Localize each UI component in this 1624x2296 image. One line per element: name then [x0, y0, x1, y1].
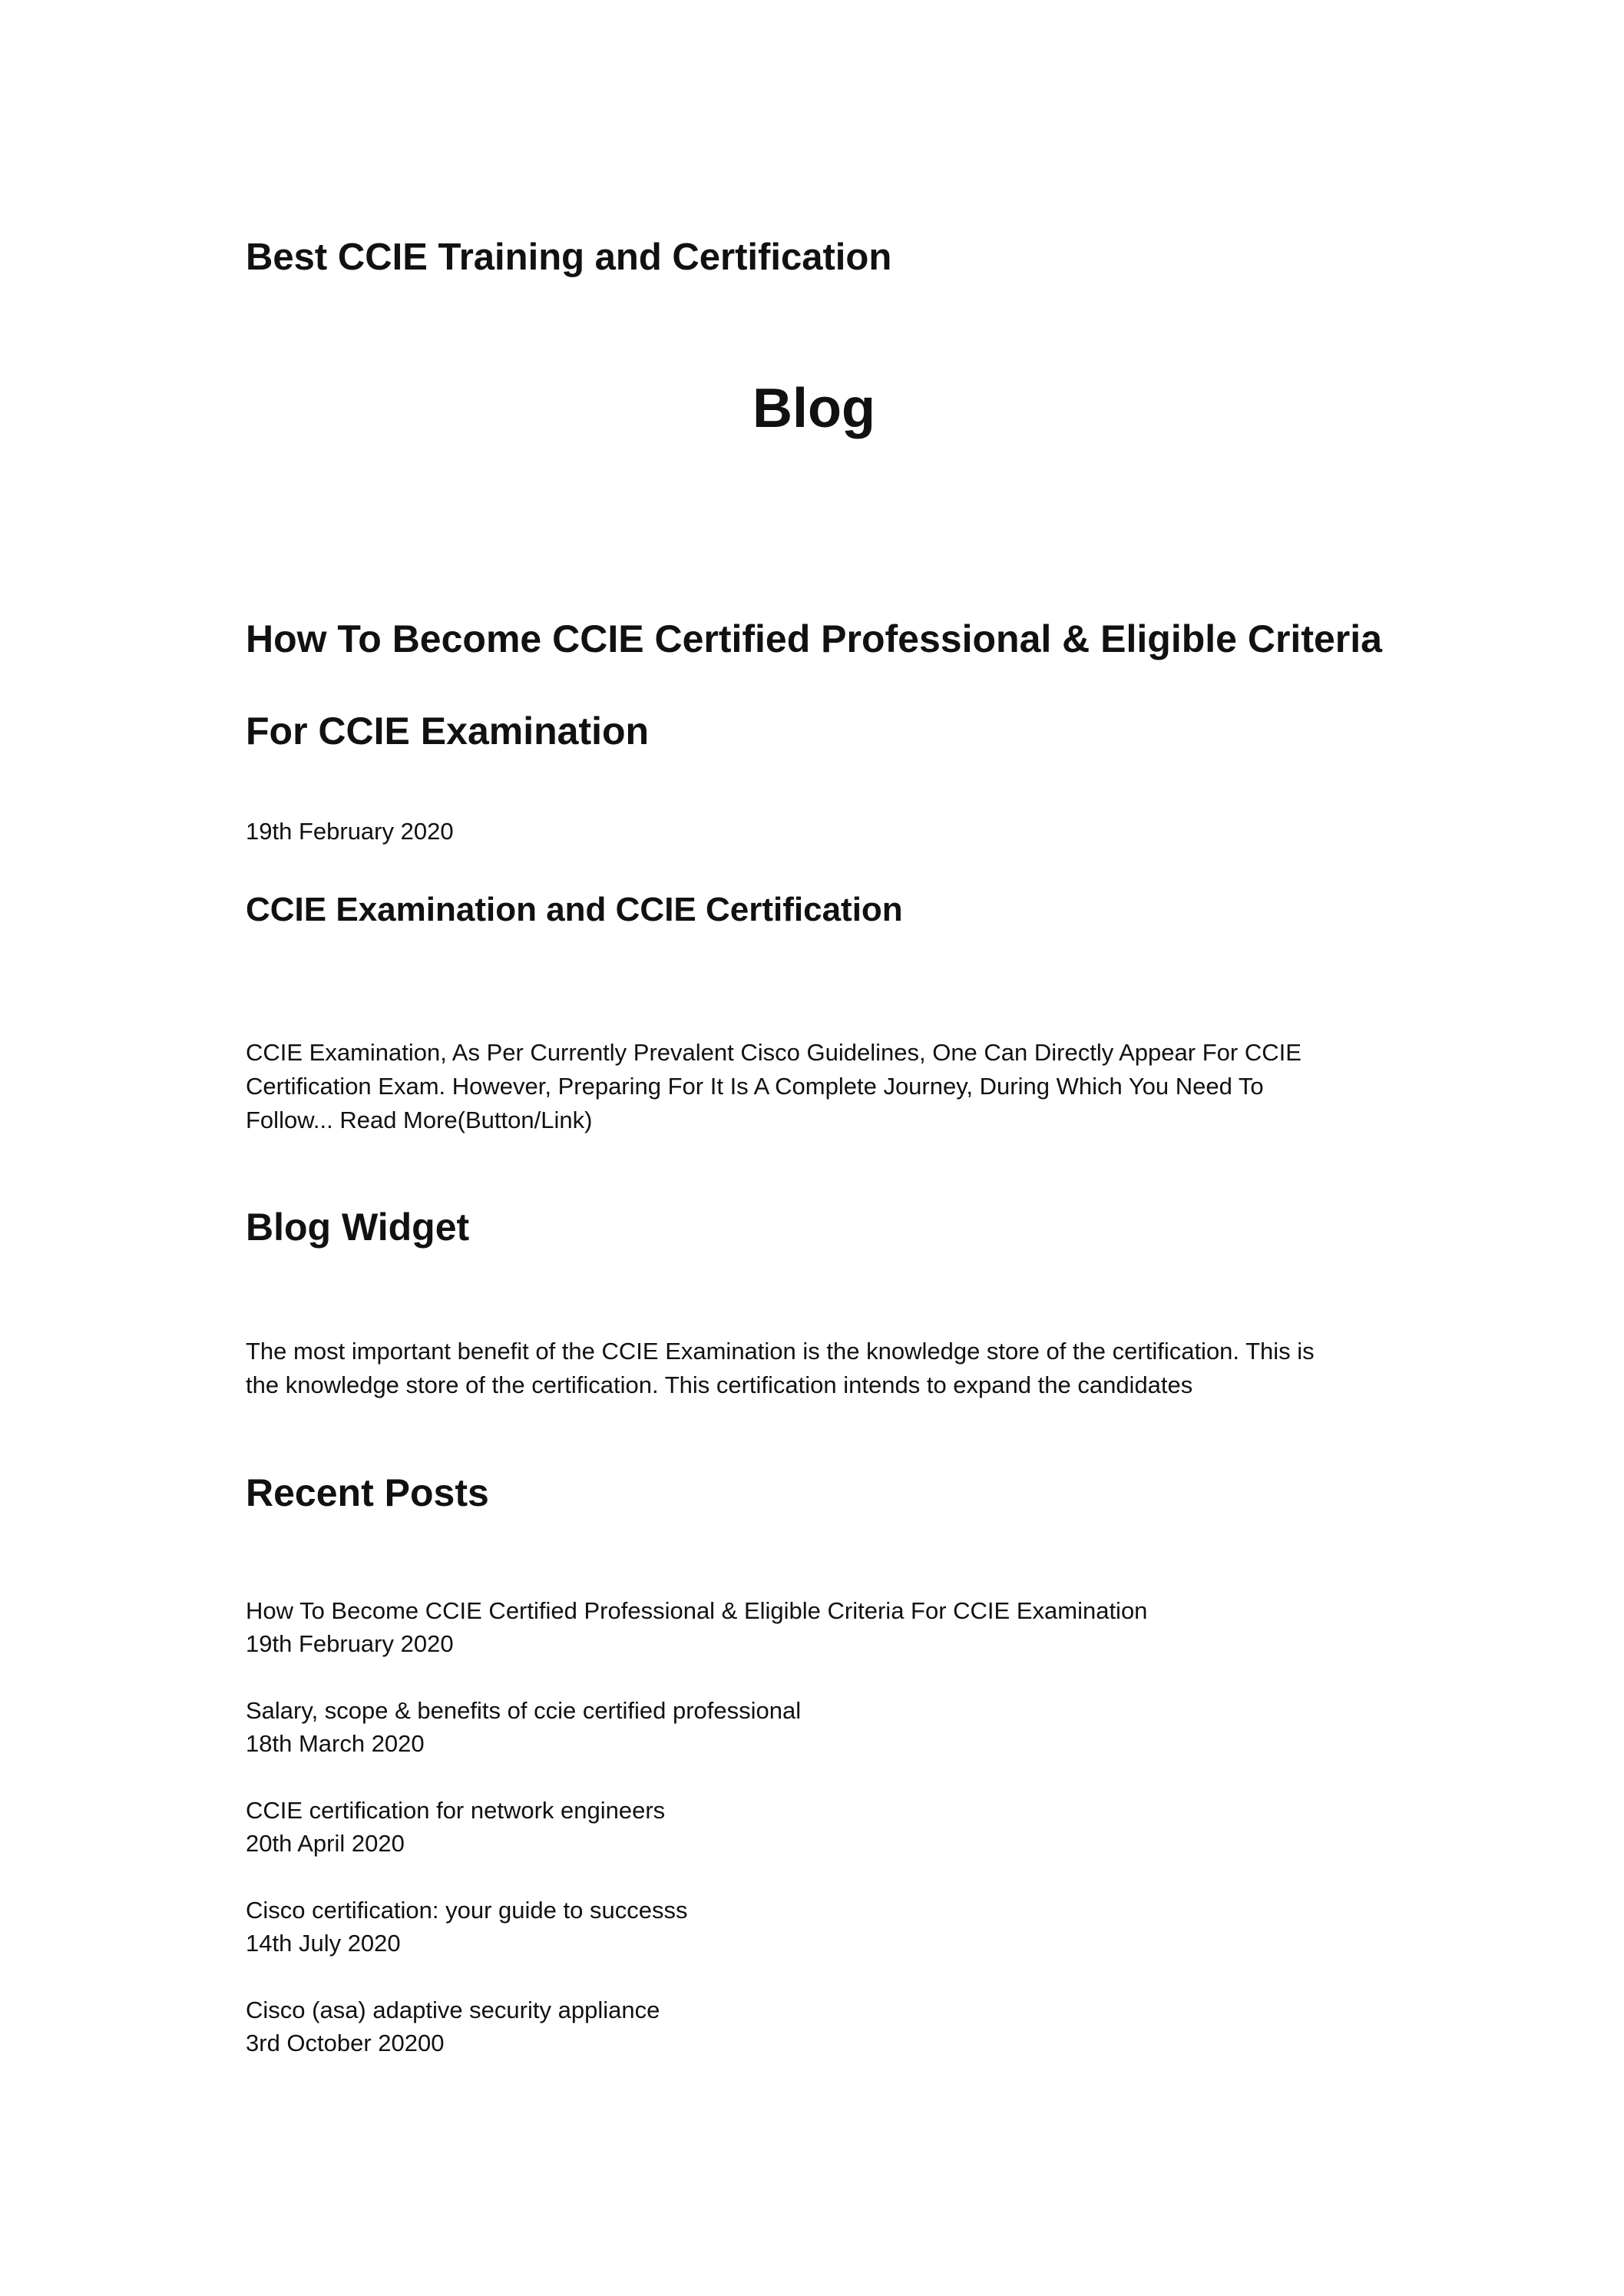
- recent-post-date: 14th July 2020: [246, 1930, 401, 1957]
- post-title[interactable]: [246, 593, 1382, 777]
- recent-post-link[interactable]: How To Become CCIE Certified Professional & Eligible Criteria For CCIE Examination: [246, 1597, 1148, 1624]
- recent-post-item: [246, 1993, 1382, 2093]
- read-more-link[interactable]: Read More(Button/Link): [339, 1107, 593, 1133]
- recent-post-date: 18th March 2020: [246, 1730, 425, 1757]
- blog-widget-heading: Blog Widget: [246, 1206, 470, 1249]
- post-excerpt-line-1: CCIE Examination, As Per Currently Prevalent Cisco Guidelines, One Can Directly Appear For CCIE: [246, 1039, 1302, 1066]
- recent-post-date: 19th February 2020: [246, 1630, 454, 1657]
- post-excerpt-line-2: Certification Exam. However, Preparing For It Is A Complete Journey, During Which You Need To: [246, 1073, 1264, 1100]
- blog-widget-text-line-2: the knowledge store of the certification. This certification intends to expand the candidates: [246, 1371, 1193, 1398]
- recent-post-item: [246, 1694, 1382, 1794]
- recent-post-item: [246, 1894, 1382, 1993]
- post-excerpt-line-3: Follow...: [246, 1107, 340, 1133]
- site-title: Best CCIE Training and Certification: [246, 237, 892, 278]
- recent-post-item: [246, 1594, 1382, 1694]
- recent-post-link[interactable]: Cisco certification: your guide to successs: [246, 1897, 688, 1924]
- recent-posts-heading: Recent Posts: [246, 1471, 489, 1514]
- post-date: 19th February 2020: [246, 818, 454, 845]
- recent-post-link[interactable]: Cisco (asa) adaptive security appliance: [246, 1997, 660, 2023]
- page-title: Blog: [752, 378, 875, 439]
- post-excerpt: [246, 1036, 1382, 1137]
- post-title-line-2[interactable]: For CCIE Examination: [246, 710, 650, 753]
- post-subtitle: CCIE Examination and CCIE Certification: [246, 891, 903, 928]
- blog-widget-text-line-1: The most important benefit of the CCIE Examination is the knowledge store of the certification. This is: [246, 1338, 1315, 1365]
- recent-post-date: 3rd October 20200: [246, 2030, 445, 2056]
- post-title-line-1[interactable]: How To Become CCIE Certified Professional & Eligible Criteria: [246, 617, 1382, 660]
- recent-post-link[interactable]: CCIE certification for network engineers: [246, 1797, 666, 1824]
- recent-post-date: 20th April 2020: [246, 1830, 405, 1857]
- blog-widget-text: [246, 1335, 1382, 1402]
- recent-post-link[interactable]: Salary, scope & benefits of ccie certified professional: [246, 1697, 802, 1724]
- recent-posts-list: [246, 1594, 1382, 2093]
- recent-post-item: [246, 1794, 1382, 1894]
